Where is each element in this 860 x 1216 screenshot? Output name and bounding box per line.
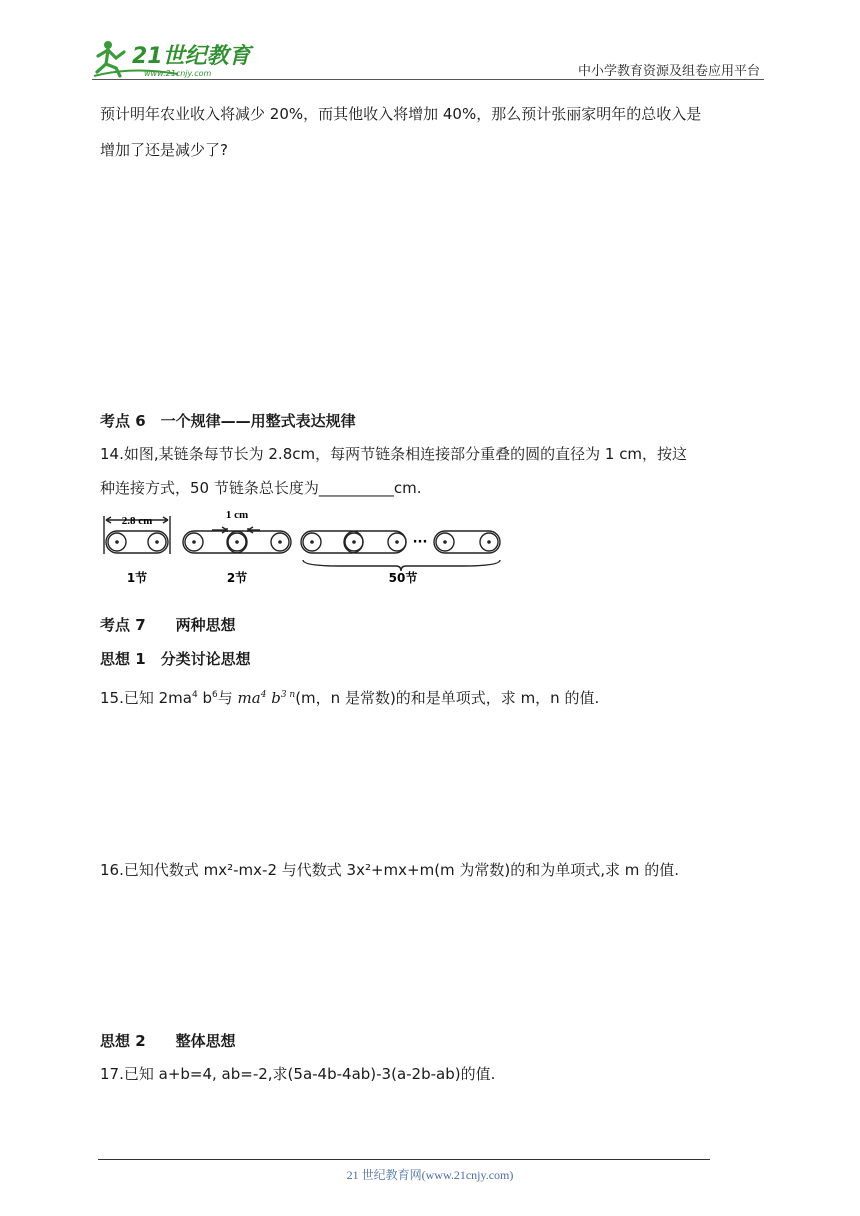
q15-exp-4: 3 n (280, 690, 296, 700)
chain-diagram (100, 506, 510, 586)
header-divider (92, 79, 764, 80)
question-14-line-1: 14.如图,某链条每节长为 2.8cm，每两节链条相连接部分重叠的圆的直径为 1 cm，按这 (100, 445, 688, 463)
footer-text[interactable]: 21 世纪教育网(www.21cnjy.com) (346, 1168, 514, 1182)
q15-exp-2: 6 (212, 690, 218, 700)
question-17: 17.已知 a+b=4, ab=-2,求(5a-4b-4ab)-3(a-2b-ab)的值. (100, 1065, 496, 1083)
chain-ellipsis: ··· (412, 535, 428, 550)
idea-1-title: 思想 1 分类讨论思想 (100, 650, 251, 668)
label-link-length: 2.8 cm (121, 515, 153, 527)
q15-term-b: b (266, 689, 281, 707)
label-overlap-diameter: 1 cm (225, 509, 249, 521)
q15-exp-1: 4 (191, 690, 198, 700)
q15-exp-3: 4 (260, 690, 267, 700)
section-6-title: 考点 6 一个规律——用整式表达规律 (100, 412, 356, 430)
question-14-line-2: 种连接方式，50 节链条总长度为__________cm. (100, 479, 422, 497)
intro-line-2: 增加了还是减少了? (100, 141, 228, 159)
question-15 (100, 682, 764, 714)
logo-url: www.21cnjy.com (144, 69, 212, 78)
intro-line-1: 预计明年农业收入将减少 20%，而其他收入将增加 40%，那么预计张丽家明年的总收入是 (100, 105, 702, 123)
caption-2-links: 2节 (226, 571, 248, 585)
idea-2-title: 思想 2 整体思想 (100, 1032, 236, 1050)
header-platform-text: 中小学教育资源及组卷应用平台 (577, 64, 760, 79)
q15-prefix: 15.已知 2ma (100, 689, 192, 707)
q15-mid-1: b (197, 689, 213, 707)
q15-suffix: (m，n 是常数)的和是单项式，求 m，n 的值. (295, 689, 600, 707)
footer-divider (98, 1159, 710, 1160)
site-logo (92, 36, 262, 80)
caption-1-link: 1节 (126, 571, 148, 585)
q15-term: ma (237, 689, 261, 707)
logo-text: 21世纪教育 (132, 44, 251, 69)
caption-50-links: 50节 (388, 571, 418, 585)
q15-mid-2: 与 (217, 689, 238, 707)
question-16: 16.已知代数式 mx²-mx-2 与代数式 3x²+mx+m(m 为常数)的和为单项式,求 m 的值. (100, 861, 679, 879)
section-7-title: 考点 7 两种思想 (100, 616, 236, 634)
